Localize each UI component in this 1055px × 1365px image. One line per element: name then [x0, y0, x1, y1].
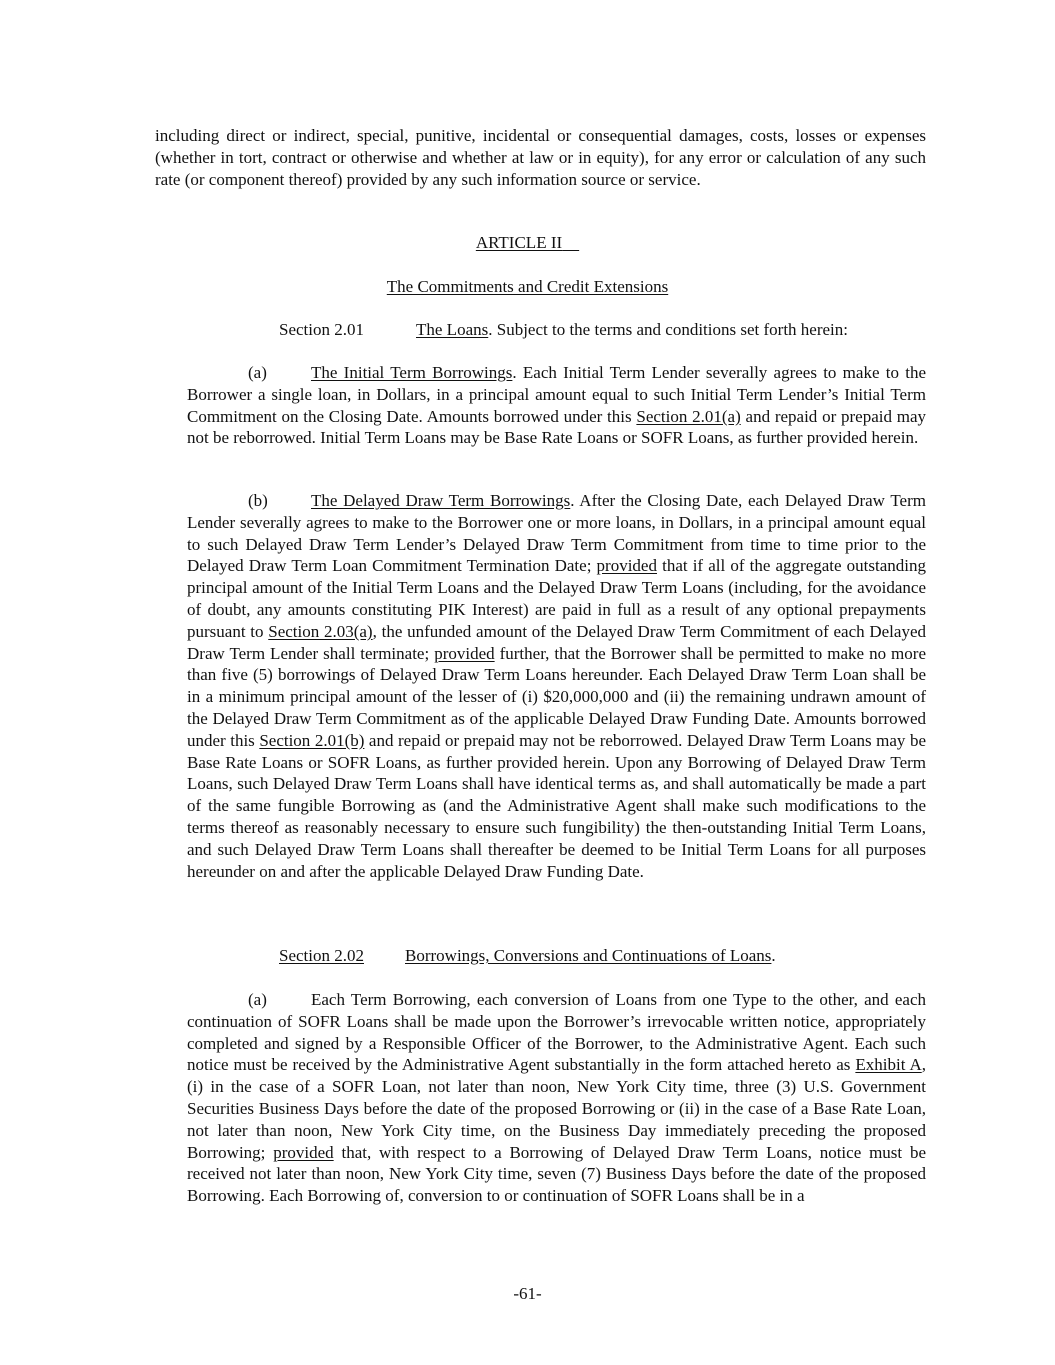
clause-label: (a): [248, 363, 267, 382]
section-2-02-heading: [279, 945, 939, 967]
article-title: [0, 276, 1055, 298]
clause-text: Each Term Borrowing, each conversion of Loans from one Type to the other, and each continuation of SOFR Loans shall be made upon the Borrower’s irrevocable written notice, appropriately completed and signed by a Responsible Officer of the Borrower, to the Administrative Agent. Each such notice must be received by the Administrative Agent substantially in the form attached hereto as: [187, 990, 926, 1075]
section-2-01-a-paragraph: [187, 362, 926, 449]
clause-text: and repaid or prepaid may not be reborrowed. Delayed Draw Term Loans may be Base Rate Loans or SOFR Loans, as further provided herein. Upon any Borrowing of Delayed Draw Term Loans, such Delayed Draw Term Loans shall have identical terms as, and shall automatically be made a part of the same fungible Borrowing as (and the Administrative Agent shall make such modifications to the terms thereof as reasonably necessary to ensure such fungibility) the then-outstanding Initial Term Loans, and such Delayed Draw Term Loans shall thereafter be deemed to be Initial Term Loans for all purposes hereunder on and after the applicable Delayed Draw Funding Date.: [187, 730, 926, 881]
article-title-text: The Commitments and Credit Extensions: [386, 277, 669, 296]
article-number: ARTICLE II: [475, 233, 563, 252]
clause-label: (b): [248, 491, 268, 510]
clause-text: . Each Initial Term Lender severally agrees to make to the Borrower a single loan, in Dollars, in a principal amount equal to such Initial Term Lender’s Initial Term Commitment on the Closing Date. Amounts borrowed under this: [187, 363, 926, 426]
section-2-02-title: Borrowings, Conversions and Continuations of Loans: [405, 946, 772, 965]
section-2-01-title: The Loans: [416, 320, 489, 339]
clause-heading: The Delayed Draw Term Borrowings: [311, 491, 571, 510]
clause-label: (a): [248, 990, 267, 1009]
clause-text: and repaid or prepaid may not be reborrowed. Initial Term Loans may be Base Rate Loans or SOFR Loans, as further provided herein.: [187, 406, 926, 448]
cross-reference: Section 2.03(a): [268, 621, 373, 641]
intro-text: including direct or indirect, special, punitive, incidental or consequential damages, costs, losses or expenses (whether in tort, contract or otherwise and whether at law or in equity), for any error or calculation of any such rate (or component thereof) provided by any such information source or service.: [155, 126, 926, 189]
clause-heading: The Initial Term Borrowings: [311, 363, 513, 382]
cross-reference: Section 2.01(b): [259, 730, 365, 750]
exhibit-reference: Exhibit A: [855, 1055, 922, 1075]
clause-text: further, that the Borrower shall be permitted to make no more than five (5) borrowings of Delayed Draw Term Loans hereunder. Each Delayed Draw Term Loan shall be in a minimum principal amount of the lesser of (i) $20,000,000 and (ii) the remaining undrawn amount of the Delayed Draw Term Commitment as of the applicable Delayed Draw Funding Date. Amounts borrowed under this: [187, 643, 926, 750]
section-2-01-lead: . Subject to the terms and conditions set forth herein:: [488, 320, 848, 339]
clause-text: that, with respect to a Borrowing of Delayed Draw Term Loans, notice must be received not later than noon, New York City time, seven (7) Business Days before the date of the proposed Borrowing. Each Borrowing of, conversion to or continuation of SOFR Loans shall be in a: [187, 1142, 926, 1206]
section-2-02-number: Section 2.02: [279, 946, 364, 965]
clause-text: . After the Closing Date, each Delayed Draw Term Lender severally agrees to make to the Borrower one or more loans, in Dollars, in a principal amount equal to such Delayed Draw Term Lender’s Delayed Draw Term Commitment from time to time prior to the Delayed Draw Term Loan Commitment Termination Date;: [187, 491, 926, 576]
cross-reference: Section 2.01(a): [636, 406, 741, 426]
clause-text: , the unfunded amount of the Delayed Draw Term Commitment of each Delayed Draw Term Lender shall terminate;: [187, 621, 926, 663]
provided-term: provided: [596, 556, 657, 576]
section-2-01-number: Section 2.01: [279, 320, 364, 339]
intro-paragraph: [155, 125, 926, 190]
provided-term: provided: [273, 1142, 334, 1162]
section-2-02-a-paragraph: [187, 989, 926, 1207]
article-heading: [0, 232, 1055, 254]
provided-term: provided: [434, 643, 495, 663]
clause-text: that if all of the aggregate outstanding principal amount of the Initial Term Loans and the Delayed Draw Term Loans (including, for the avoidance of doubt, any amounts constituting PIK Interest) are paid in full as a result of any optional prepayments pursuant to: [187, 556, 926, 641]
section-2-01-heading: [279, 319, 939, 341]
page-number: -61-: [513, 1284, 542, 1303]
section-2-01-b-paragraph: [187, 490, 926, 882]
section-2-02-period: .: [771, 946, 776, 965]
clause-text: , (i) in the case of a SOFR Loan, not later than noon, New York City time, three (3) U.S. Government Securities Business Days before the date of the proposed Borrowing or (ii) in the case of a Base Rate Loan, not later than noon, New York City time, on the Business Day immediately preceding the proposed Borrowing;: [187, 1055, 926, 1162]
